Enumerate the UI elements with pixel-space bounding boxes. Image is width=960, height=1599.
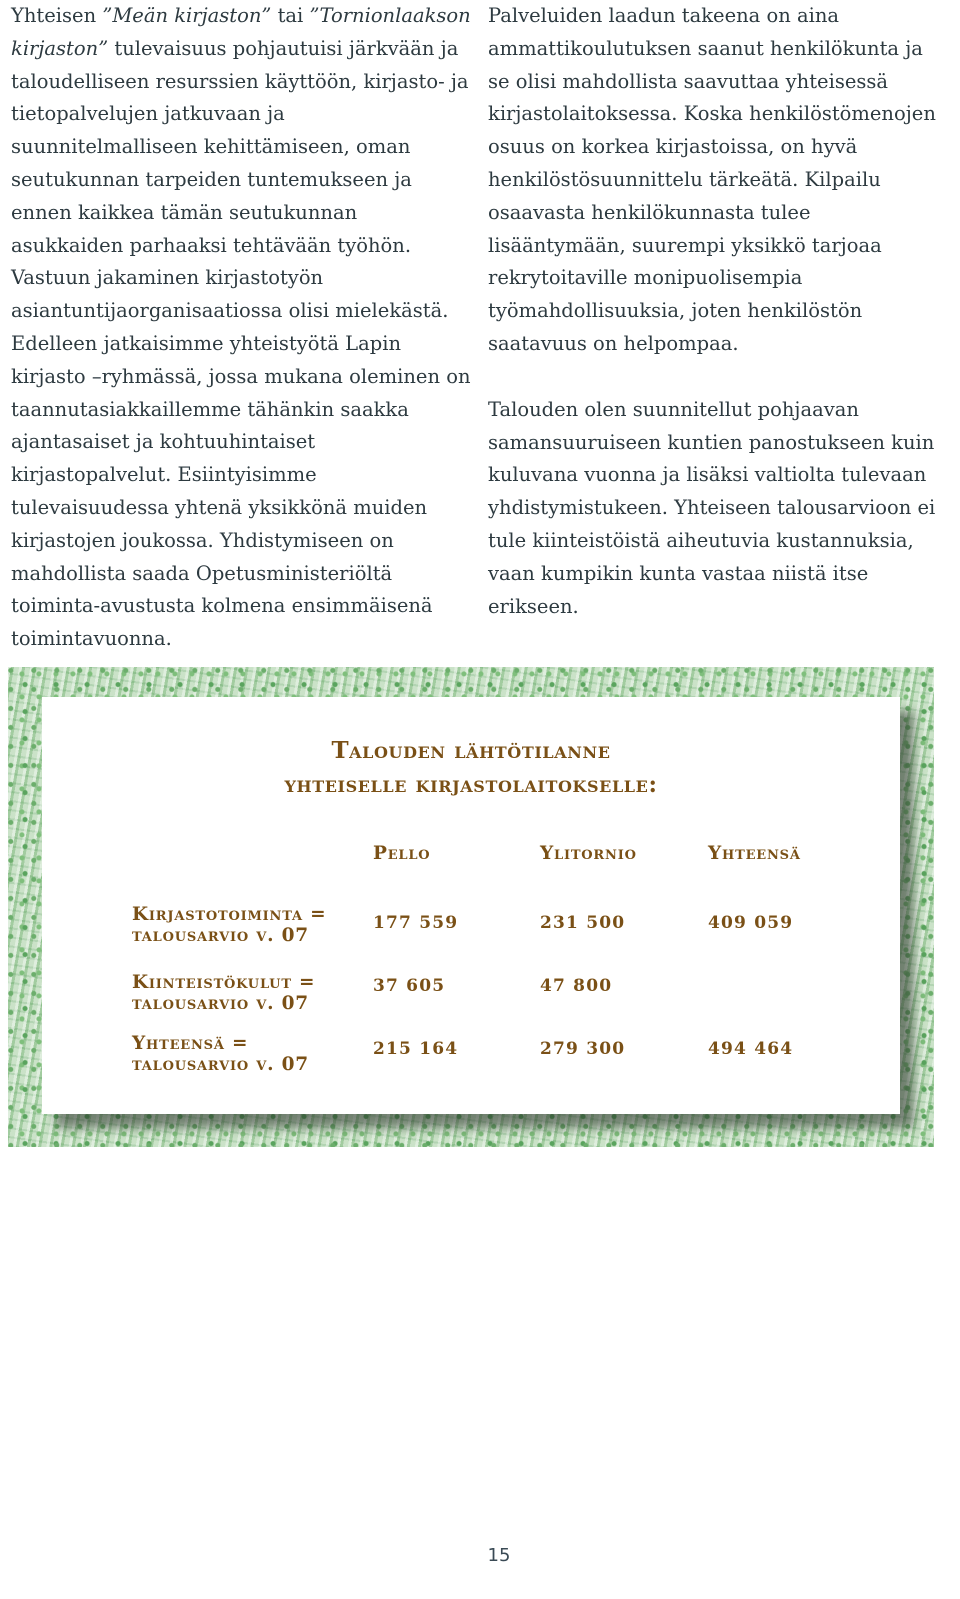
cell-ylitornio-yhteensa: 279 300 <box>540 1039 626 1059</box>
table-title-line1: Talouden lähtötilanne <box>331 737 611 764</box>
cell-pello-yhteensa: 215 164 <box>373 1039 459 1059</box>
cell-pello-kiinteistokulut: 37 605 <box>373 976 446 996</box>
row-label-line: talousarvio v. 07 <box>132 1054 309 1075</box>
row-label-kiinteistokulut <box>132 972 362 1014</box>
paragraph-right-1: Palveluiden laadun takeena on aina ammattikoulutuksen saanut henkilökunta ja se olisi mahdollista saavuttaa yhteisessä kirjastolaitoksessa. Koska henkilöstömenojen osuus on korkea kirjastoissa, on hyvä henkilöstösuunnittelu tärkeätä. Kilpailu osaavasta henkilökunnasta tulee lisääntymään, suurempi yksikkö tarjoaa rekrytoitaville monipuolisempia työmahdollisuuksia, joten henkilöstön saatavuus on helpompaa. <box>488 4 936 355</box>
cell-ylitornio-kirjastotoiminta: 231 500 <box>540 913 626 933</box>
body-column-right <box>488 0 943 623</box>
row-label-line: Yhteensä = <box>132 1033 249 1054</box>
body-column-left <box>11 0 473 656</box>
row-label-line: talousarvio v. 07 <box>132 993 309 1014</box>
text-run: tai <box>271 4 310 27</box>
column-header-yhteensa: Yhteensä <box>708 843 801 864</box>
text-run: Yhteisen <box>11 4 103 27</box>
row-label-kirjastotoiminta <box>132 904 362 946</box>
row-label-line: Kiinteistökulut = <box>132 972 316 993</box>
cell-ylitornio-kiinteistokulut: 47 800 <box>540 976 613 996</box>
column-header-ylitornio: Ylitornio <box>540 843 637 864</box>
cell-yhteensa-kirjastotoiminta: 409 059 <box>708 913 794 933</box>
text-run: tulevaisuus pohjautuisi järkvään ja taloudelliseen resurssien käyttöön, kirjasto- ja tietopalvelujen jatkuvaan ja suunnitelmalliseen kehittämiseen, oman seutukunnan tarpeiden tuntemukseen ja ennen kaikkea tämän seutukunnan asukkaiden parhaaksi tehtävään työhön. Vastuun jakaminen kirjastotyön asiantuntijaorganisaatiossa olisi mielekästä. Edelleen jatkaisimme yhteistyötä Lapin kirjasto –ryhmässä, jossa mukana oleminen on taannutasiakkaillemme tähänkin saakka ajantasaiset ja kohtuuhintaiset kirjastopalvelut. Esiintyisimme tulevaisuudessa yhtenä yksikkönä muiden kirjastojen joukossa. Yhdistymiseen on mahdollista saada Opetusministeriöltä toiminta-avustusta kolmena ensimmäisenä toimintavuonna. <box>11 36 471 651</box>
paragraph-right-2: Talouden olen suunnitellut pohjaavan samansuuruiseen kuntien panostukseen kuin kuluvana vuonna ja lisäksi valtiolta tulevaan yhdistymistukeen. Yhteiseen talousarvioon ei tule kiinteistöistä aiheutuvia kustannuksia, vaan kumpikin kunta vastaa niistä itse erikseen. <box>488 397 936 618</box>
table-title-line2: yhteiselle kirjastolaitokselle: <box>284 771 658 798</box>
italic-library-name: ”Meän kirjaston” <box>102 4 272 27</box>
row-label-yhteensa <box>132 1033 362 1075</box>
cell-pello-kirjastotoiminta: 177 559 <box>373 913 459 933</box>
page-number: 15 <box>487 1545 511 1566</box>
cell-yhteensa-yhteensa: 494 464 <box>708 1039 794 1059</box>
row-label-line: talousarvio v. 07 <box>132 925 309 946</box>
paragraph-left <box>11 0 473 656</box>
column-header-pello: Pello <box>373 843 431 864</box>
row-label-line: Kirjastotoiminta = <box>132 904 327 925</box>
italic-library-name: ”Tornionlaakson kirjaston” <box>11 4 471 60</box>
budget-table-card <box>42 697 900 1114</box>
